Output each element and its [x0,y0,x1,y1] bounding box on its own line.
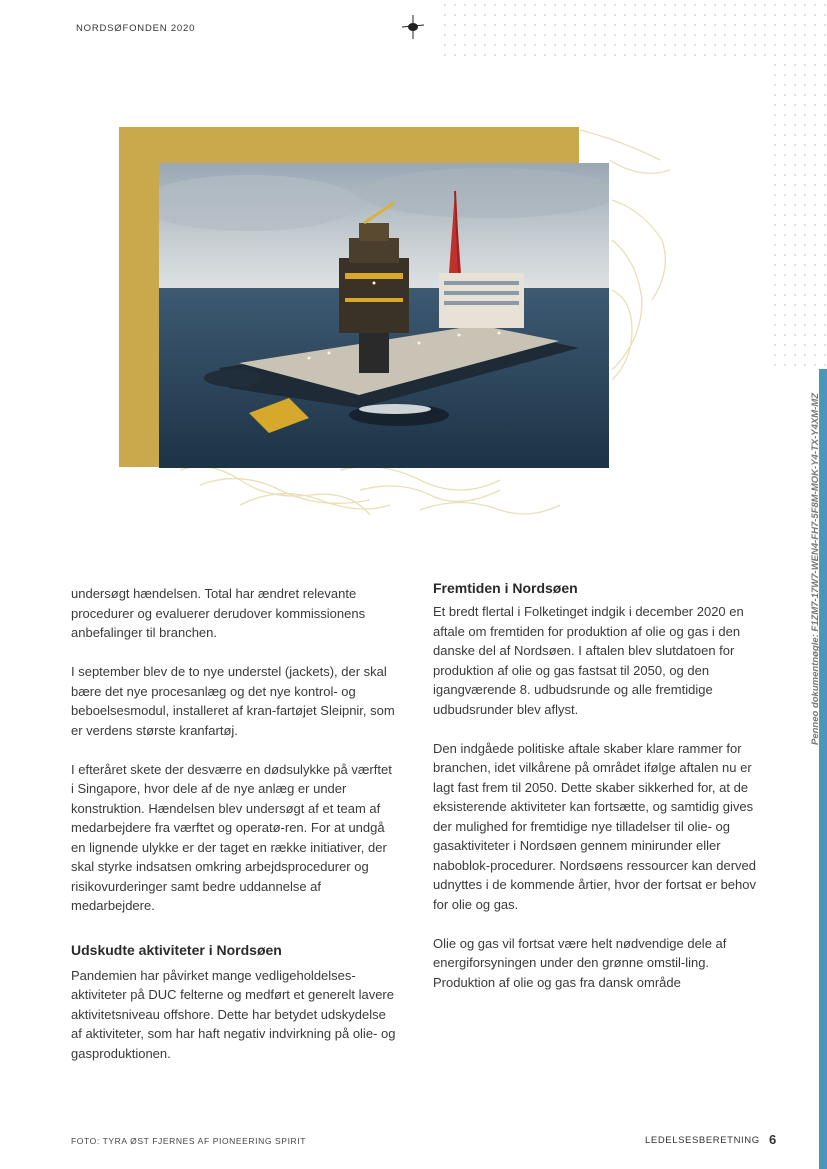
section-heading-udskudte: Udskudte aktiviteter i Nordsøen [71,941,282,958]
right-paragraph-3: Olie og gas vil fortsat være helt nødvendige dele af energiforsyningen under den grønne omstil-ling. Produktion af olie og gas fra dansk område [433,935,727,990]
left-paragraph-3: I efteråret skete der desværre en dødsulykke på værftet i Singapore, hvor dele af de nye anlæg er under konstruktion. Hændelsen blev undersøgt af et team af medarbejdere fra værftet og operatø-ren. For at undgå en lignende ulykke er der taget en række initiativer, der skal styrke indsatsen omkring arbejdsprocedurer og risikovurderinger samt bedre uddannelse af medarbejdere. [71,761,392,913]
right-paragraph-1: Et bredt flertal i Folketinget indgik i december 2020 en aftale om fremtiden for produktion af olie og gas i den danske del af Nordsøen. I aftalen blev slutdatoen for produktion af olie og gas fastsat til 2050, og den igangværende 8. udbudsrunde og alle fremtidige udbudsrunder blev aflyst. [433,604,744,717]
photo-credit: FOTO: TYRA ØST FJERNES AF PIONEERING SPIRIT [71,1136,307,1146]
offshore-platform-photo [159,163,609,468]
left-paragraph-4: Pandemien har påvirket mange vedligeholdelses-aktiviteter på DUC felterne og medført et generelt lavere aktivitetsniveau offshore. Dette har betydet udskydelse af aktiviteter, som har haft negativ indvirkning på olie- og gasproduktionen. [71,967,396,1061]
page-number: 6 [769,1132,777,1147]
document-header-title: NORDSØFONDEN 2020 [76,23,196,34]
right-paragraph-2: Den indgåede politiske aftale skaber klare rammer for branchen, idet vilkårene på området ifølge aftalen nu er lagt fast frem til 2050. Dette skaber sikkerhed for, at de eksisterende aktiviteter kan fortsætte, og samtidig gives der mulighed for fremtidige nye tilladelser til olie- og gasaktiviteter i Nordsøen gennem minirunder eller naboblok-procedurer. Nordsøens ressourcer kan derved udnyttes i de kommende årtier, hvor der fortsat er behov for olie og gas. [433,740,757,912]
left-text-column [71,584,396,1063]
left-paragraph-1: undersøgt hændelsen. Total har ændret relevante procedurer og evaluerer derudover kommissionens anbefalinger til branchen. [71,586,366,640]
section-heading-fremtiden: Fremtiden i Nordsøen [433,580,578,596]
compass-icon [400,14,426,40]
right-text-column [433,578,758,992]
document-key-text: Penneo dokumentnøgle: F1ZM7-17W7-WEN4-FH7-5F8M-MOK-Y4-TX-Y4XM-MZ [810,392,821,745]
left-paragraph-2: I september blev de to nye understel (jackets), der skal bære det nye procesanlæg og det nye kontrol- og beboelsesmodul, installeret af kran-fartøjet Sleipnir, som er verdens største kranfartøj. [71,664,395,738]
footer-section-title: LEDELSESBERETNING [645,1135,760,1146]
